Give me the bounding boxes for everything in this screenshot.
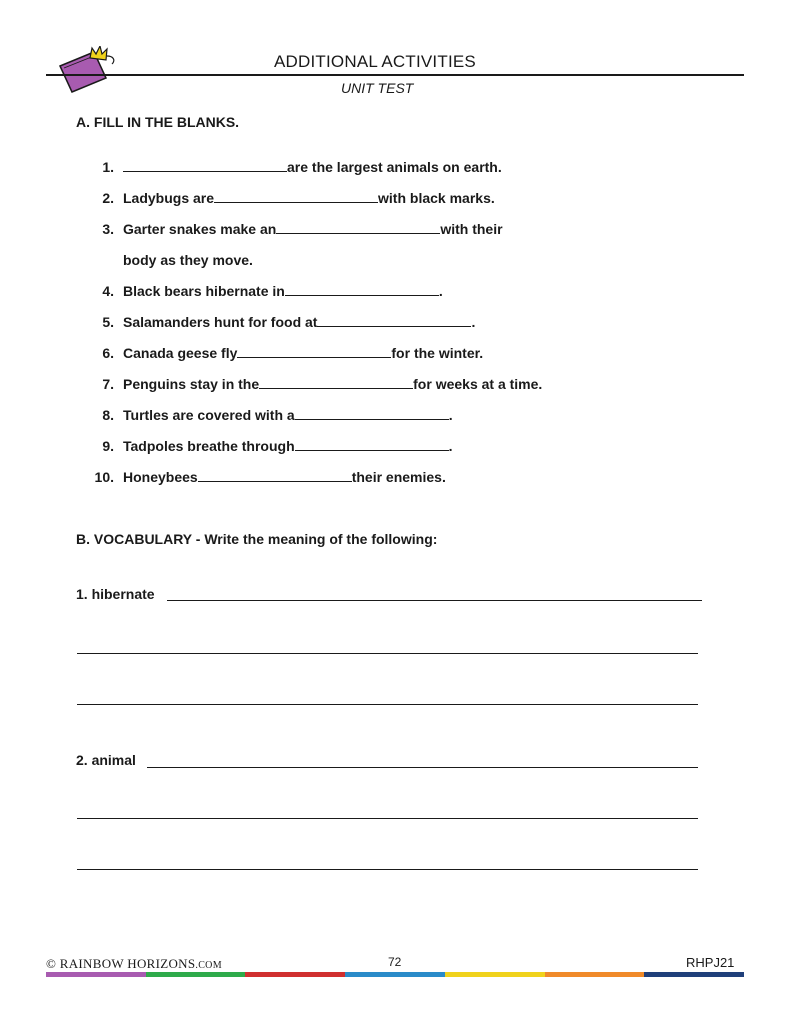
section-a-heading: A. FILL IN THE BLANKS.	[76, 114, 240, 130]
item-number: 2.	[102, 190, 114, 206]
header-rule	[46, 74, 744, 76]
book-with-crown-icon	[50, 46, 122, 94]
answer-blank[interactable]	[317, 312, 471, 327]
item-number: 5.	[102, 314, 114, 330]
product-code: RHPJ21	[686, 955, 735, 970]
item-text-before: Turtles are covered with a	[123, 407, 295, 423]
answer-line[interactable]	[77, 704, 698, 705]
answer-line[interactable]	[147, 767, 698, 768]
item-text-after: are the largest animals on earth.	[287, 159, 502, 175]
item-text-before: Black bears hibernate in	[123, 283, 285, 299]
item-number: 1.	[102, 159, 114, 175]
footer-brand	[46, 956, 222, 972]
stripe-segment	[644, 972, 744, 977]
stripe-segment	[46, 972, 146, 977]
answer-blank[interactable]	[214, 188, 378, 203]
item-number: 3.	[102, 221, 114, 237]
item-text-before: Canada geese fly	[123, 345, 238, 361]
item-text-after: .	[438, 283, 443, 299]
item-text-before: Honeybees	[123, 469, 198, 485]
answer-blank[interactable]	[285, 281, 439, 296]
item-text-before: Tadpoles breathe through	[123, 438, 295, 454]
answer-line[interactable]	[77, 818, 698, 819]
stripe-segment	[545, 972, 645, 977]
item-text-before: body as they move.	[123, 252, 253, 268]
brand-name: RAINBOW HORIZONS	[59, 956, 196, 971]
answer-blank[interactable]	[295, 405, 449, 420]
answer-line[interactable]	[77, 869, 698, 870]
stripe-segment	[445, 972, 545, 977]
item-text-before: Penguins stay in the	[123, 376, 260, 392]
page-number: 72	[388, 955, 402, 969]
item-text-after: .	[448, 407, 453, 423]
vocab-word-1: 1. hibernate	[76, 586, 155, 602]
page-title: ADDITIONAL ACTIVITIES	[274, 52, 476, 71]
brand-suffix: .COM	[195, 960, 222, 971]
rainbow-stripe	[46, 972, 744, 977]
answer-blank[interactable]	[295, 436, 449, 451]
section-b-heading: B. VOCABULARY - Write the meaning of the following:	[76, 531, 438, 547]
stripe-segment	[146, 972, 246, 977]
item-text-before: Garter snakes make an	[123, 221, 277, 237]
stripe-segment	[345, 972, 445, 977]
answer-blank[interactable]	[259, 374, 413, 389]
answer-blank[interactable]	[237, 343, 391, 358]
item-text-before: Ladybugs are	[123, 190, 215, 206]
answer-line[interactable]	[167, 600, 702, 601]
copyright-symbol: ©	[46, 956, 57, 971]
item-text-after: with their	[440, 221, 503, 237]
item-text-after: .	[448, 438, 453, 454]
item-text-after: with black marks.	[378, 190, 495, 206]
item-number: 10.	[94, 469, 114, 485]
page-subtitle: UNIT TEST	[341, 80, 414, 96]
item-number: 4.	[102, 283, 114, 299]
stripe-segment	[245, 972, 345, 977]
item-text-after: their enemies.	[351, 469, 446, 485]
answer-line[interactable]	[77, 653, 698, 654]
item-number: 6.	[102, 345, 114, 361]
answer-blank[interactable]	[198, 467, 352, 482]
answer-blank[interactable]	[123, 157, 287, 172]
item-number: 7.	[102, 376, 114, 392]
item-number: 9.	[102, 438, 114, 454]
item-text-after: for weeks at a time.	[413, 376, 543, 392]
answer-blank[interactable]	[276, 219, 440, 234]
item-number: 8.	[102, 407, 114, 423]
item-text-before: Salamanders hunt for food at	[123, 314, 318, 330]
item-text-after: for the winter.	[391, 345, 484, 361]
vocab-word-2: 2. animal	[76, 752, 136, 768]
item-text-after: .	[471, 314, 476, 330]
